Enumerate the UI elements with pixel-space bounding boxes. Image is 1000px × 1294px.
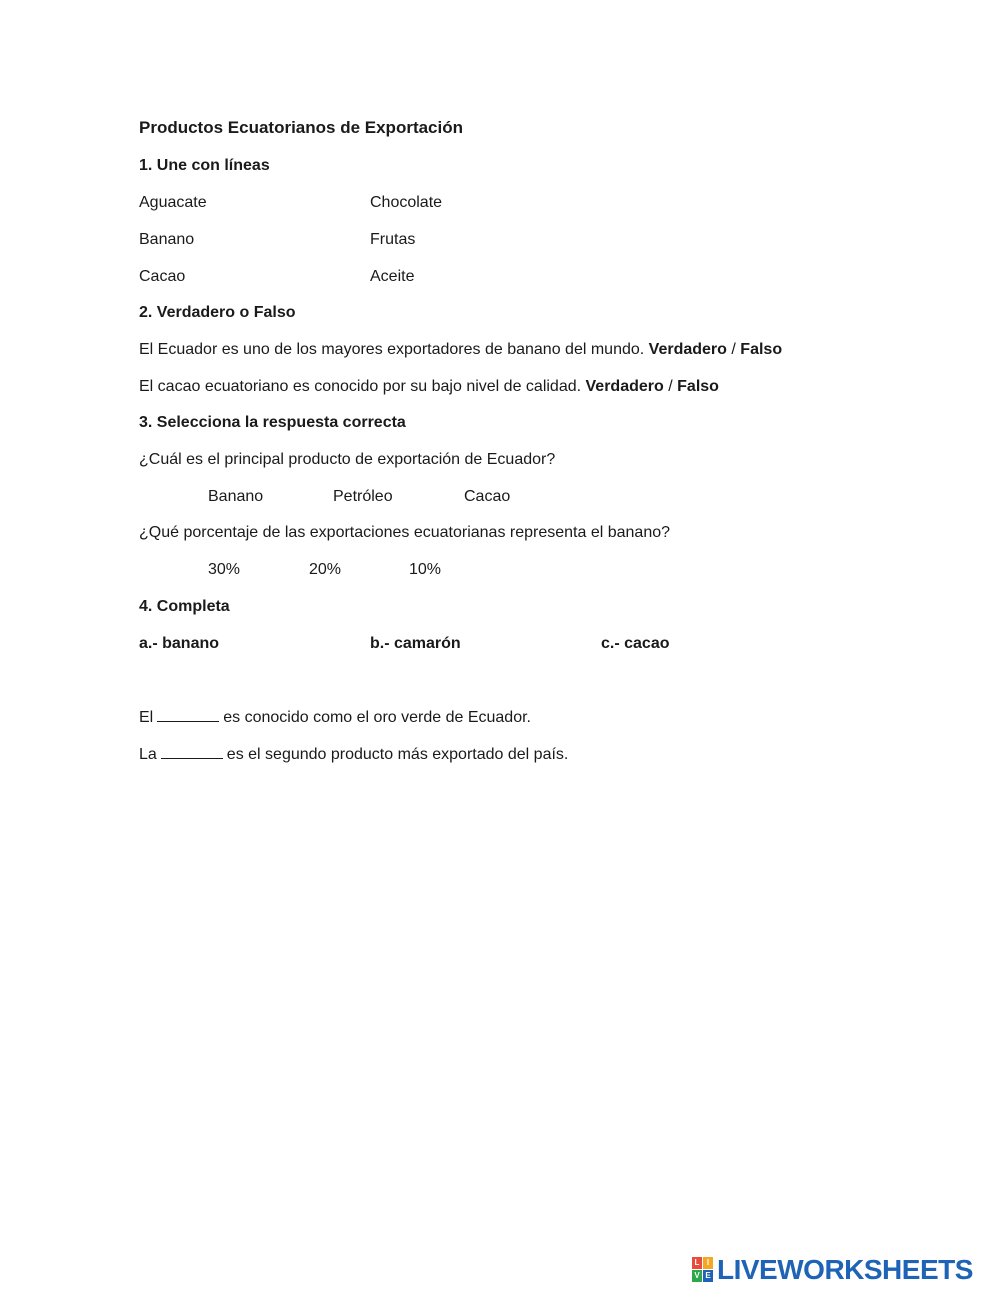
answer-option[interactable]: Petróleo: [333, 488, 393, 505]
logo-mark-letter: E: [703, 1270, 713, 1282]
section3-heading: 3. Selecciona la respuesta correcta: [139, 414, 406, 431]
blank-input[interactable]: [161, 744, 223, 759]
answer-option[interactable]: Cacao: [464, 488, 511, 505]
true-false-statement: [139, 377, 719, 397]
logo-text: LIVEWORKSHEETS: [717, 1254, 973, 1285]
liveworksheets-logo: [692, 1255, 992, 1285]
match-right-item[interactable]: Frutas: [370, 231, 416, 248]
word-bank-choice: a.- banano: [139, 635, 220, 652]
answer-option[interactable]: 30%: [208, 561, 241, 578]
logo-mark-letter: V: [692, 1270, 702, 1282]
match-right-item[interactable]: Chocolate: [370, 194, 443, 211]
match-left-item[interactable]: Banano: [139, 231, 195, 248]
true-false-statement: [139, 340, 782, 360]
true-option[interactable]: Verdadero: [585, 378, 664, 395]
sentence-end: es conocido como el oro verde de Ecuador.: [223, 709, 531, 726]
page-title: Productos Ecuatorianos de Exportación: [139, 118, 464, 137]
fill-sentence: [139, 744, 568, 765]
sentence-start: El: [139, 709, 154, 726]
section1-heading: 1. Une con líneas: [139, 157, 270, 174]
section4-heading: 4. Completa: [139, 598, 230, 615]
statement-text: El Ecuador es uno de los mayores exportadores de banano del mundo.: [139, 341, 645, 358]
sentence-end: es el segundo producto más exportado del país.: [226, 746, 569, 763]
logo-icon: [692, 1257, 714, 1283]
sentence-start: La: [139, 746, 157, 763]
statement-text: El cacao ecuatoriano es conocido por su bajo nivel de calidad.: [139, 378, 582, 395]
question-text: ¿Qué porcentaje de las exportaciones ecuatorianas representa el banano?: [139, 524, 671, 541]
separator: /: [668, 378, 673, 395]
logo-mark-letter: I: [703, 1257, 713, 1269]
answer-option[interactable]: 20%: [309, 561, 342, 578]
word-bank-choice: b.- camarón: [370, 635, 461, 652]
word-bank-choice: c.- cacao: [601, 635, 670, 652]
fill-sentence: [139, 707, 531, 728]
section2-heading: 2. Verdadero o Falso: [139, 304, 296, 321]
false-option[interactable]: Falso: [740, 341, 783, 358]
answer-option[interactable]: 10%: [409, 561, 442, 578]
answer-option[interactable]: Banano: [208, 488, 264, 505]
logo-mark-letter: L: [692, 1257, 702, 1269]
separator: /: [731, 341, 736, 358]
blank-input[interactable]: [157, 707, 219, 722]
match-left-item[interactable]: Cacao: [139, 268, 186, 285]
match-right-item[interactable]: Aceite: [370, 268, 415, 285]
false-option[interactable]: Falso: [677, 378, 719, 395]
match-left-item[interactable]: Aguacate: [139, 194, 207, 211]
question-text: ¿Cuál es el principal producto de exportación de Ecuador?: [139, 451, 556, 468]
true-option[interactable]: Verdadero: [648, 341, 727, 358]
